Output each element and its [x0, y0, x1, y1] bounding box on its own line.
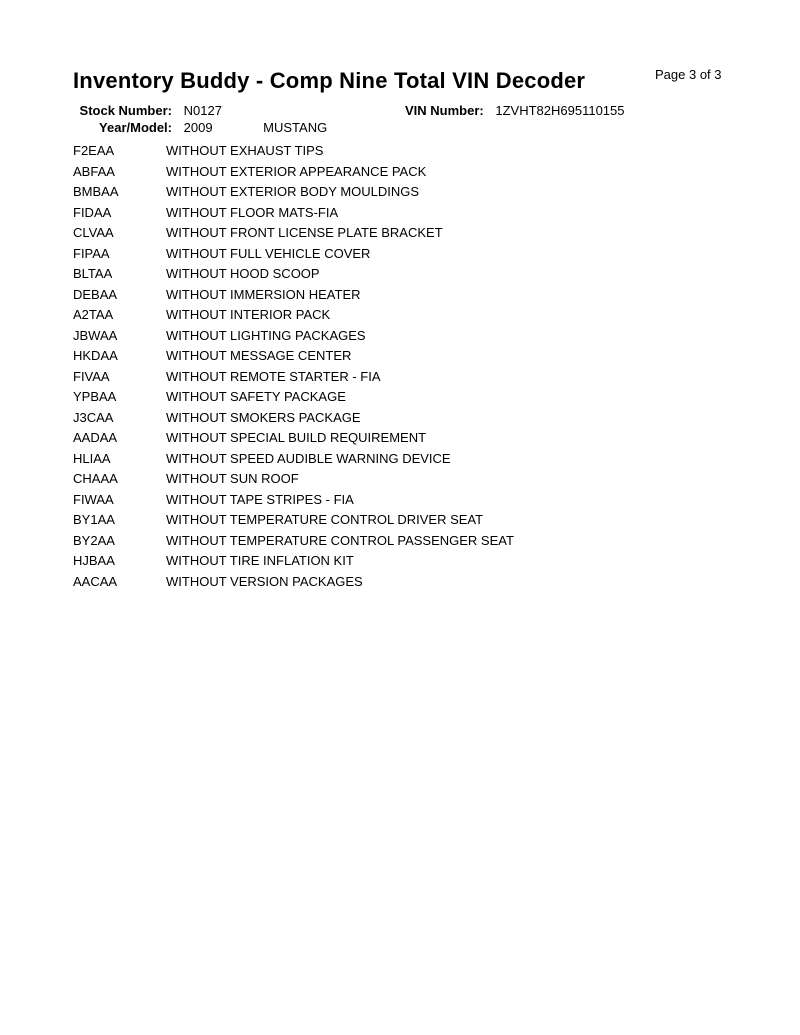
year-model-label: Year/Model:: [99, 120, 172, 135]
option-code: HKDAA: [73, 348, 118, 363]
year-value: 2009: [183, 120, 213, 135]
page-number: Page 3 of 3: [655, 67, 722, 82]
option-description: WITHOUT EXTERIOR BODY MOULDINGS: [166, 184, 420, 199]
option-row: [73, 326, 773, 347]
option-code: ABFAA: [73, 163, 115, 179]
option-description: WITHOUT VERSION PACKAGES: [166, 573, 363, 589]
option-row: [73, 490, 773, 511]
option-row: [73, 285, 773, 306]
stock-number-label: Stock Number:: [79, 103, 172, 118]
option-code: BMBAA: [73, 184, 119, 199]
option-code: DEBAA: [73, 286, 118, 302]
option-row: [73, 182, 773, 203]
option-code: BY1AA: [73, 512, 115, 527]
option-description: WITHOUT SPECIAL BUILD REQUIREMENT: [166, 430, 427, 445]
option-description: WITHOUT SUN ROOF: [166, 471, 299, 486]
vin-label: VIN Number:: [405, 103, 484, 118]
option-row: [73, 244, 773, 265]
option-code: HLIAA: [73, 450, 111, 466]
option-description: WITHOUT TIRE INFLATION KIT: [166, 553, 354, 568]
option-row: [73, 531, 773, 552]
option-row: [73, 367, 773, 388]
option-description: WITHOUT SPEED AUDIBLE WARNING DEVICE: [166, 450, 451, 466]
option-row: [73, 387, 773, 408]
stock-number-value: N0127: [183, 103, 222, 118]
option-description: WITHOUT EXHAUST TIPS: [166, 143, 324, 158]
option-code: CLVAA: [73, 225, 114, 240]
option-description: WITHOUT HOOD SCOOP: [166, 266, 320, 281]
option-code: BY2AA: [73, 532, 115, 548]
stock-number-line: [0, 102, 800, 119]
option-row: [73, 346, 773, 367]
vin-group: [405, 102, 624, 119]
option-row: [73, 264, 773, 285]
option-code: FIDAA: [73, 204, 112, 220]
model-value: MUSTANG: [263, 120, 328, 135]
option-description: WITHOUT FULL VEHICLE COVER: [166, 245, 371, 261]
option-code: FIPAA: [73, 245, 110, 261]
option-code: CHAAA: [73, 471, 118, 486]
option-description: WITHOUT SMOKERS PACKAGE: [166, 409, 361, 425]
option-description: WITHOUT FLOOR MATS-FIA: [166, 204, 339, 220]
page-title: Inventory Buddy - Comp Nine Total VIN Decoder: [73, 68, 586, 93]
option-row: [73, 141, 773, 162]
option-row: [73, 510, 773, 531]
option-code: YPBAA: [73, 389, 117, 404]
option-code: J3CAA: [73, 409, 114, 425]
option-description: WITHOUT TEMPERATURE CONTROL DRIVER SEAT: [166, 512, 484, 527]
option-code: BLTAA: [73, 266, 113, 281]
option-description: WITHOUT INTERIOR PACK: [166, 307, 331, 322]
option-code: AADAA: [73, 430, 118, 445]
option-row: [73, 223, 773, 244]
option-code: FIVAA: [73, 368, 110, 384]
option-description: WITHOUT TEMPERATURE CONTROL PASSENGER SEAT: [166, 532, 514, 548]
option-description: WITHOUT IMMERSION HEATER: [166, 286, 361, 302]
option-row: [73, 428, 773, 449]
option-description: WITHOUT FRONT LICENSE PLATE BRACKET: [166, 225, 443, 240]
vin-value: 1ZVHT82H695110155: [495, 103, 625, 118]
option-code: A2TAA: [73, 307, 114, 322]
options-list: [73, 141, 773, 592]
option-description: WITHOUT REMOTE STARTER - FIA: [166, 368, 381, 384]
option-description: WITHOUT MESSAGE CENTER: [166, 348, 352, 363]
option-row: [73, 572, 773, 593]
option-code: AACAA: [73, 573, 118, 589]
option-row: [73, 162, 773, 183]
option-row: [73, 449, 773, 470]
year-model-line: [0, 119, 800, 136]
option-description: WITHOUT SAFETY PACKAGE: [166, 389, 346, 404]
option-row: [73, 305, 773, 326]
option-description: WITHOUT TAPE STRIPES - FIA: [166, 491, 354, 507]
option-code: JBWAA: [73, 327, 118, 343]
option-row: [73, 408, 773, 429]
option-code: HJBAA: [73, 553, 115, 568]
option-description: WITHOUT EXTERIOR APPEARANCE PACK: [166, 163, 427, 179]
option-row: [73, 469, 773, 490]
option-description: WITHOUT LIGHTING PACKAGES: [166, 327, 366, 343]
vehicle-info-section: [0, 102, 800, 136]
option-code: F2EAA: [73, 143, 115, 158]
option-row: [73, 551, 773, 572]
option-code: FIWAA: [73, 491, 114, 507]
option-row: [73, 203, 773, 224]
